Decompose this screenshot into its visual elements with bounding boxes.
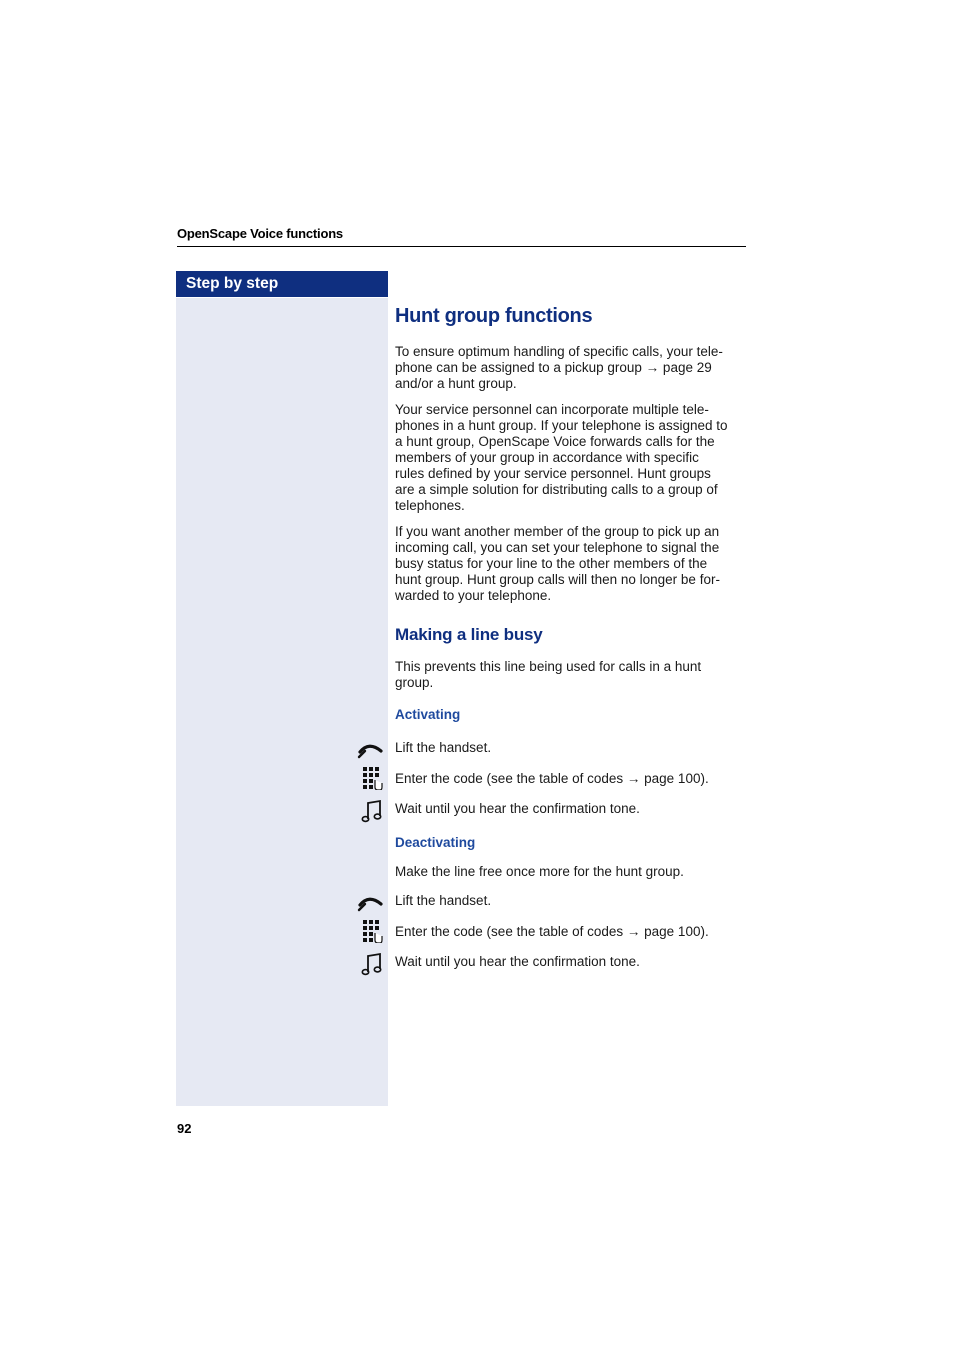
paragraph-line: If you want another member of the group to pick up an xyxy=(395,524,720,539)
header-rule xyxy=(177,246,746,247)
paragraph-line: busy status for your line to the other members of the xyxy=(395,556,708,571)
subsection-intro xyxy=(395,659,747,691)
paragraph-line: group. xyxy=(395,675,434,690)
step-wait-tone: Wait until you hear the confirmation tone. xyxy=(395,801,640,816)
paragraph-line: This prevents this line being used for calls in a hunt xyxy=(395,659,702,674)
keypad-icon xyxy=(360,919,386,943)
paragraph-line: are a simple solution for distributing calls to a group of xyxy=(395,482,718,497)
paragraph-line: phone can be assigned to a pickup group → page 29 xyxy=(395,360,712,375)
keypad-icon xyxy=(360,766,386,790)
paragraph-line: telephones. xyxy=(395,498,465,513)
paragraph-line: a hunt group, OpenScape Voice forwards calls for the xyxy=(395,434,715,449)
paragraph-line: members of your group in accordance with specific xyxy=(395,450,699,465)
step-by-step-sidebar xyxy=(176,271,388,1106)
section-title: Hunt group functions xyxy=(395,305,593,327)
subsection-title: Making a line busy xyxy=(395,625,543,644)
paragraph-line: warded to your telephone. xyxy=(395,588,552,603)
step-enter-code: Enter the code (see the table of codes → page 100). xyxy=(395,924,709,939)
paragraph-line: and/or a hunt group. xyxy=(395,376,517,391)
paragraph-1 xyxy=(395,344,747,392)
step-wait-tone: Wait until you hear the confirmation tone. xyxy=(395,954,640,969)
paragraph-line: incoming call, you can set your telephone to signal the xyxy=(395,540,720,555)
paragraph-line: phones in a hunt group. If your telephone is assigned to xyxy=(395,418,728,433)
deactivating-heading: Deactivating xyxy=(395,835,476,850)
music-note-icon xyxy=(360,952,386,976)
step-enter-code: Enter the code (see the table of codes → page 100). xyxy=(395,771,709,786)
music-note-icon xyxy=(360,799,386,823)
activating-heading: Activating xyxy=(395,707,461,722)
step-by-step-tab: Step by step xyxy=(176,271,388,298)
handset-lift-icon xyxy=(357,890,383,914)
paragraph-line: Your service personnel can incorporate multiple tele- xyxy=(395,402,709,417)
handset-lift-icon xyxy=(357,737,383,761)
step-lift-handset: Lift the handset. xyxy=(395,740,492,755)
running-header: OpenScape Voice functions xyxy=(177,226,343,241)
deactivating-intro: Make the line free once more for the hunt group. xyxy=(395,864,684,879)
paragraph-2 xyxy=(395,402,747,514)
step-lift-handset: Lift the handset. xyxy=(395,893,492,908)
paragraph-3 xyxy=(395,524,747,604)
paragraph-line: To ensure optimum handling of specific calls, your tele- xyxy=(395,344,723,359)
paragraph-line: rules defined by your service personnel. Hunt groups xyxy=(395,466,711,481)
paragraph-line: hunt group. Hunt group calls will then no longer be for- xyxy=(395,572,720,587)
page-number: 92 xyxy=(177,1121,192,1136)
